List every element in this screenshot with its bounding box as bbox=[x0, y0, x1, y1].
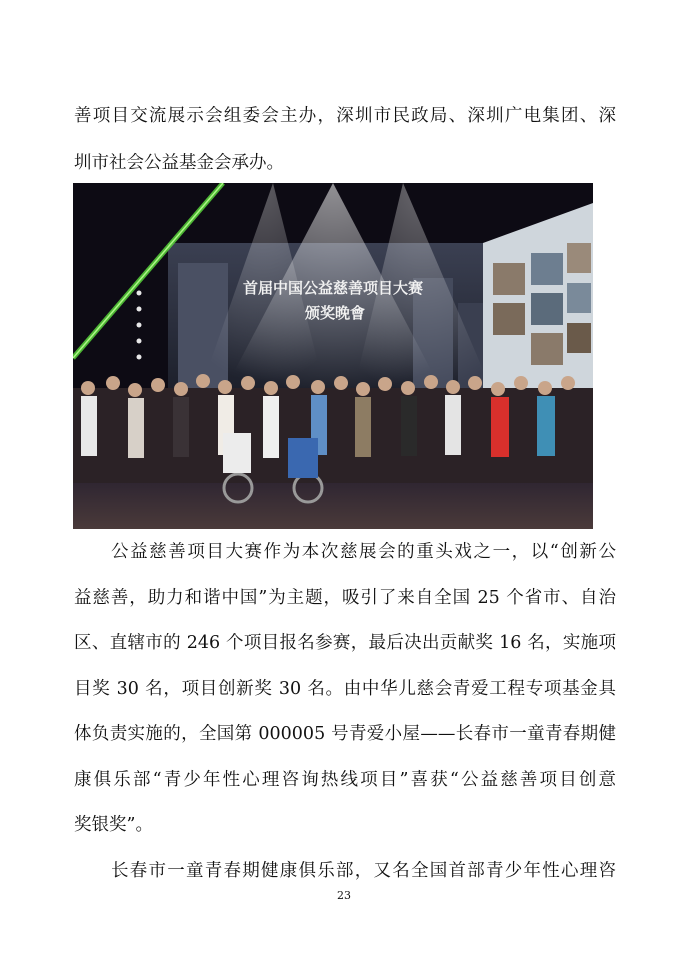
crowd bbox=[73, 374, 593, 502]
text-line: 善项目交流展示会组委会主办，深圳市民政局、深圳广电集团、深 bbox=[74, 106, 616, 126]
text-line: 康俱乐部“青少年性心理咨询热线项目”喜获“公益慈善项目创意 bbox=[74, 770, 616, 790]
text-line: 区、直辖市的 246 个项目报名参赛，最后决出贡献奖 16 名，实施项 bbox=[74, 633, 616, 653]
text-line: 公益慈善项目大赛作为本次慈展会的重头戏之一，以“创新公 bbox=[111, 542, 616, 562]
award-ceremony-photo bbox=[73, 183, 593, 529]
banner-title: 首届中国公益慈善项目大赛 bbox=[242, 279, 424, 297]
text-line: 奖银奖”。 bbox=[74, 815, 153, 835]
banner-subtitle: 颁奖晚會 bbox=[304, 304, 366, 322]
text-line: 圳市社会公益基金会承办。 bbox=[74, 153, 284, 173]
page-number: 23 bbox=[337, 889, 351, 902]
text-line: 益慈善，助力和谐中国”为主题，吸引了来自全国 25 个省市、自治 bbox=[74, 588, 616, 608]
text-line: 长春市一童青春期健康俱乐部，又名全国首部青少年性心理咨 bbox=[111, 861, 616, 881]
text-line: 目奖 30 名，项目创新奖 30 名。由中华儿慈会青爱工程专项基金具 bbox=[74, 679, 616, 699]
text-line: 体负责实施的，全国第 000005 号青爱小屋——长春市一童青春期健 bbox=[74, 724, 616, 744]
